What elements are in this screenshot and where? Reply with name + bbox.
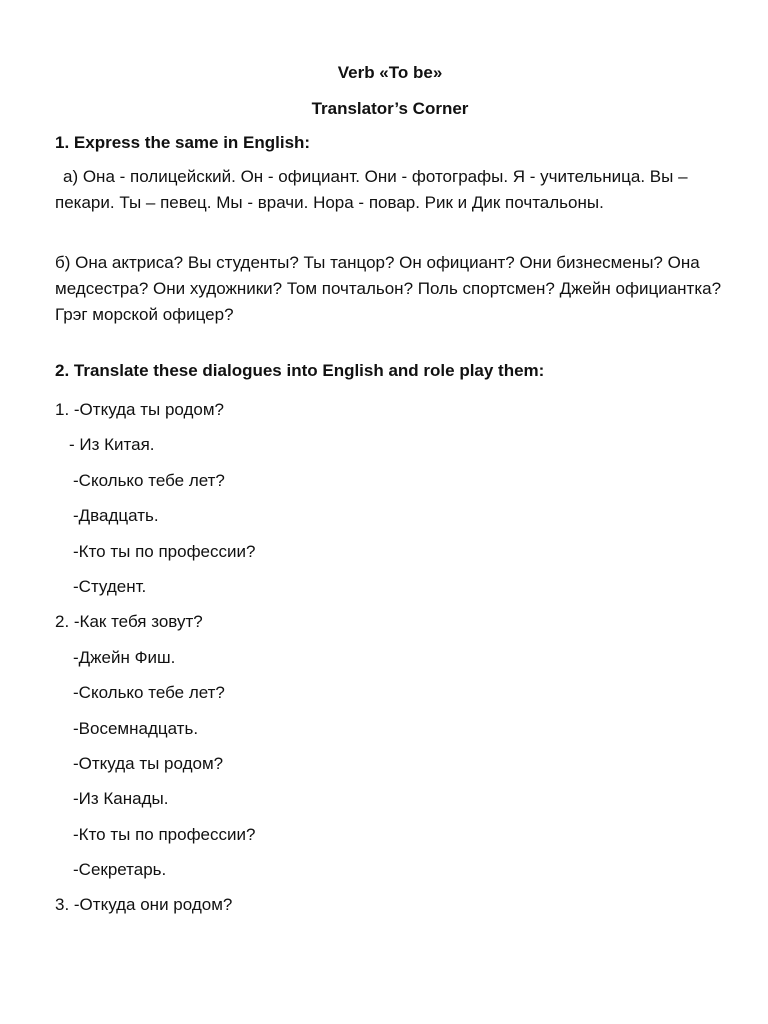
dialogue-line: -Сколько тебе лет? xyxy=(73,683,225,703)
document-subtitle: Translator’s Corner xyxy=(311,99,469,118)
dialogue-line: 2. -Как тебя зовут? xyxy=(55,612,203,632)
dialogue-line: 1. -Откуда ты родом? xyxy=(55,400,225,419)
spacer xyxy=(55,328,725,358)
dialogue-line: -Сколько тебе лет? xyxy=(73,470,225,490)
document-title: Verb «To be» xyxy=(337,63,443,82)
dialogue-line: -Студент. xyxy=(73,576,147,596)
dialogue-line: -Секретарь. xyxy=(73,860,167,880)
dialogue-line: -Восемнадцать. xyxy=(73,718,199,738)
section-1-paragraph-b: б) Она актриса? Вы студенты? Ты танцор? Он официант? Они бизнесмены? Она медсестра? Они художники? Том почтальон? Поль спортсмен? Джейн официантка? Грэг морской офицер? xyxy=(55,253,722,324)
dialogue-line: -Кто ты по профессии? xyxy=(73,824,256,844)
dialogue-line: - Из Китая. xyxy=(69,435,155,455)
section-1-paragraph-a: а) Она - полицейский. Он - официант. Они - фотографы. Я - учительница. Вы – пекари. Ты – певец. Мы - врачи. Нора - повар. Рик и Дик почтальоны. xyxy=(55,167,688,212)
dialogue-line: -Кто ты по профессии? xyxy=(73,541,256,561)
dialogue-line: -Двадцать. xyxy=(73,506,159,526)
dialogue-line: 3. -Откуда они родом? xyxy=(55,895,233,915)
dialogue-line: -Джейн Фиш. xyxy=(73,647,176,667)
dialogue-line: -Откуда ты родом? xyxy=(73,753,224,773)
dialogue-list xyxy=(55,392,725,923)
section-2-heading: 2. Translate these dialogues into English and role play them: xyxy=(55,361,545,380)
document-page xyxy=(55,60,725,923)
spacer xyxy=(55,216,725,250)
section-1-heading: 1. Express the same in English: xyxy=(55,133,311,152)
dialogue-line: -Из Канады. xyxy=(73,789,169,809)
